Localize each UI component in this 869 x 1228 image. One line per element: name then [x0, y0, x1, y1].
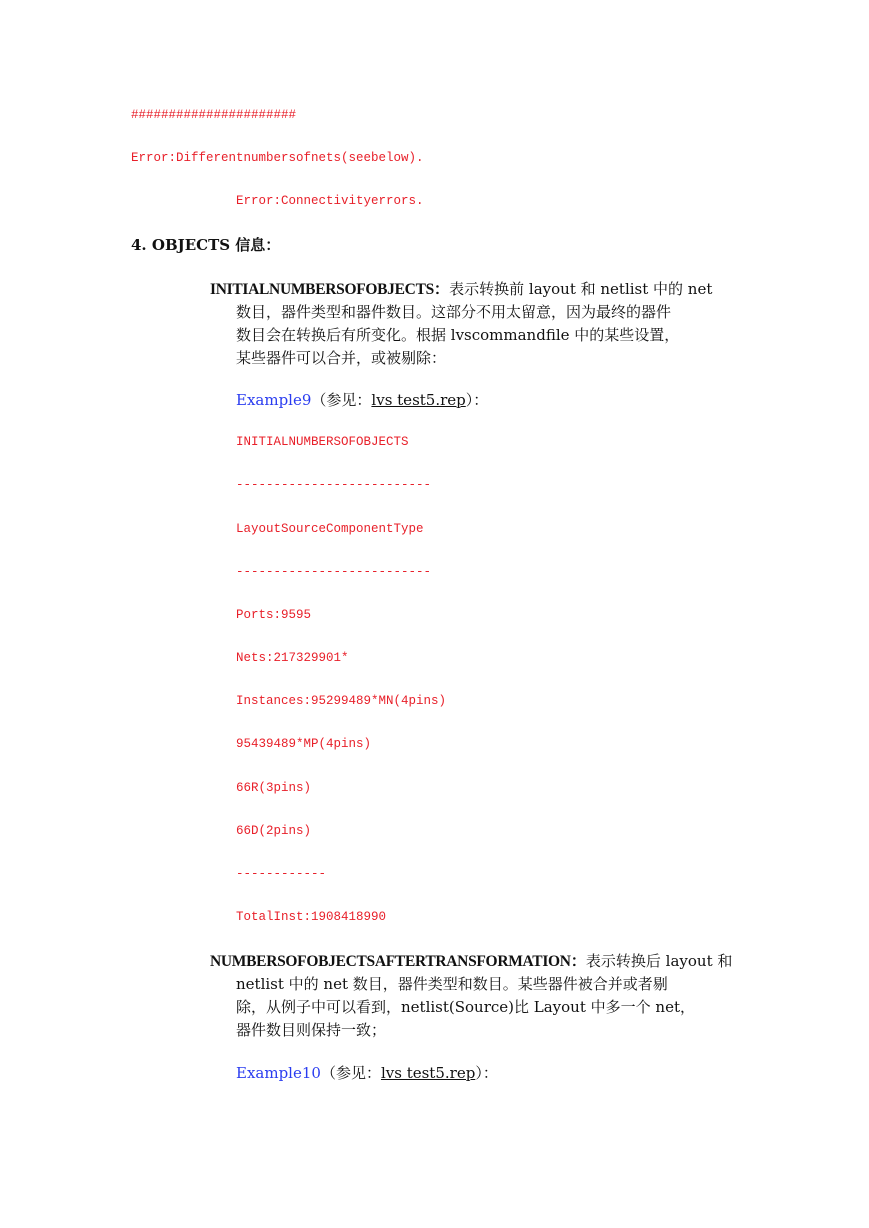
after-line-3: 除，从例子中可以看到，netlist(Source)比 Layout 中多一个 net，: [236, 998, 695, 1016]
example9-line: [236, 389, 488, 412]
example10-link[interactable]: lvs test5.rep: [380, 1064, 476, 1082]
example9-prefix: （参见：: [311, 391, 372, 409]
initial-line-1: [210, 278, 745, 301]
listing-line: ------------: [236, 867, 327, 881]
initial-line-2: 数目，器件类型和器件数目。这部分不用太留意，因为最终的器件: [236, 303, 672, 321]
example10-label: Example10: [236, 1064, 321, 1082]
initial-lead-term: INITIALNUMBERSOFOBJECTS：: [210, 281, 450, 298]
hash-separator: ######################: [131, 108, 297, 122]
after-lead-term: NUMBERSOFOBJECTSAFTERTRANSFORMATION：: [210, 953, 586, 970]
example9-suffix: ）：: [465, 391, 489, 409]
initial-line-3: 数目会在转换后有所变化。根据 lvscommandfile 中的某些设置，: [236, 326, 680, 344]
listing-line: Instances:95299489*MN(4pins): [236, 694, 447, 708]
after-line-1: [210, 950, 745, 973]
error-different-nets: Error:Differentnumbersofnets(seebelow).: [131, 151, 424, 165]
listing-line: Nets:217329901*: [236, 651, 349, 665]
example10-prefix: （参见：: [320, 1064, 381, 1082]
error-connectivity: Error:Connectivityerrors.: [236, 194, 424, 208]
listing-line: TotalInst:1908418990: [236, 910, 387, 924]
after-line-2: netlist 中的 net 数目，器件类型和数目。某些器件被合并或者剔: [236, 975, 668, 993]
example10-line: [236, 1062, 498, 1085]
listing-line: 66R(3pins): [236, 781, 312, 795]
initial-line-4: 某些器件可以合并，或被剔除：: [236, 349, 447, 367]
initial-objects-paragraph: [210, 278, 745, 370]
section-heading-objects: 4. OBJECTS 信息：: [131, 236, 281, 254]
listing-line: --------------------------: [236, 478, 432, 492]
listing-line: 66D(2pins): [236, 824, 312, 838]
listing-line: INITIALNUMBERSOFOBJECTS: [236, 435, 409, 449]
example9-label: Example9: [236, 391, 312, 409]
after-line-4: 器件数目则保持一致；: [236, 1021, 387, 1039]
example10-suffix: ）：: [475, 1064, 498, 1082]
listing-line: LayoutSourceComponentType: [236, 522, 424, 536]
example9-link[interactable]: lvs test5.rep: [371, 391, 466, 409]
after-line-1-text: 表示转换后 layout 和: [585, 952, 733, 970]
initial-line-1-text: 表示转换前 layout 和 netlist 中的 net: [449, 280, 713, 298]
listing-line: 95439489*MP(4pins): [236, 737, 372, 751]
after-objects-paragraph: [210, 950, 745, 1042]
listing-line: Ports:9595: [236, 608, 312, 622]
listing-line: --------------------------: [236, 565, 432, 579]
